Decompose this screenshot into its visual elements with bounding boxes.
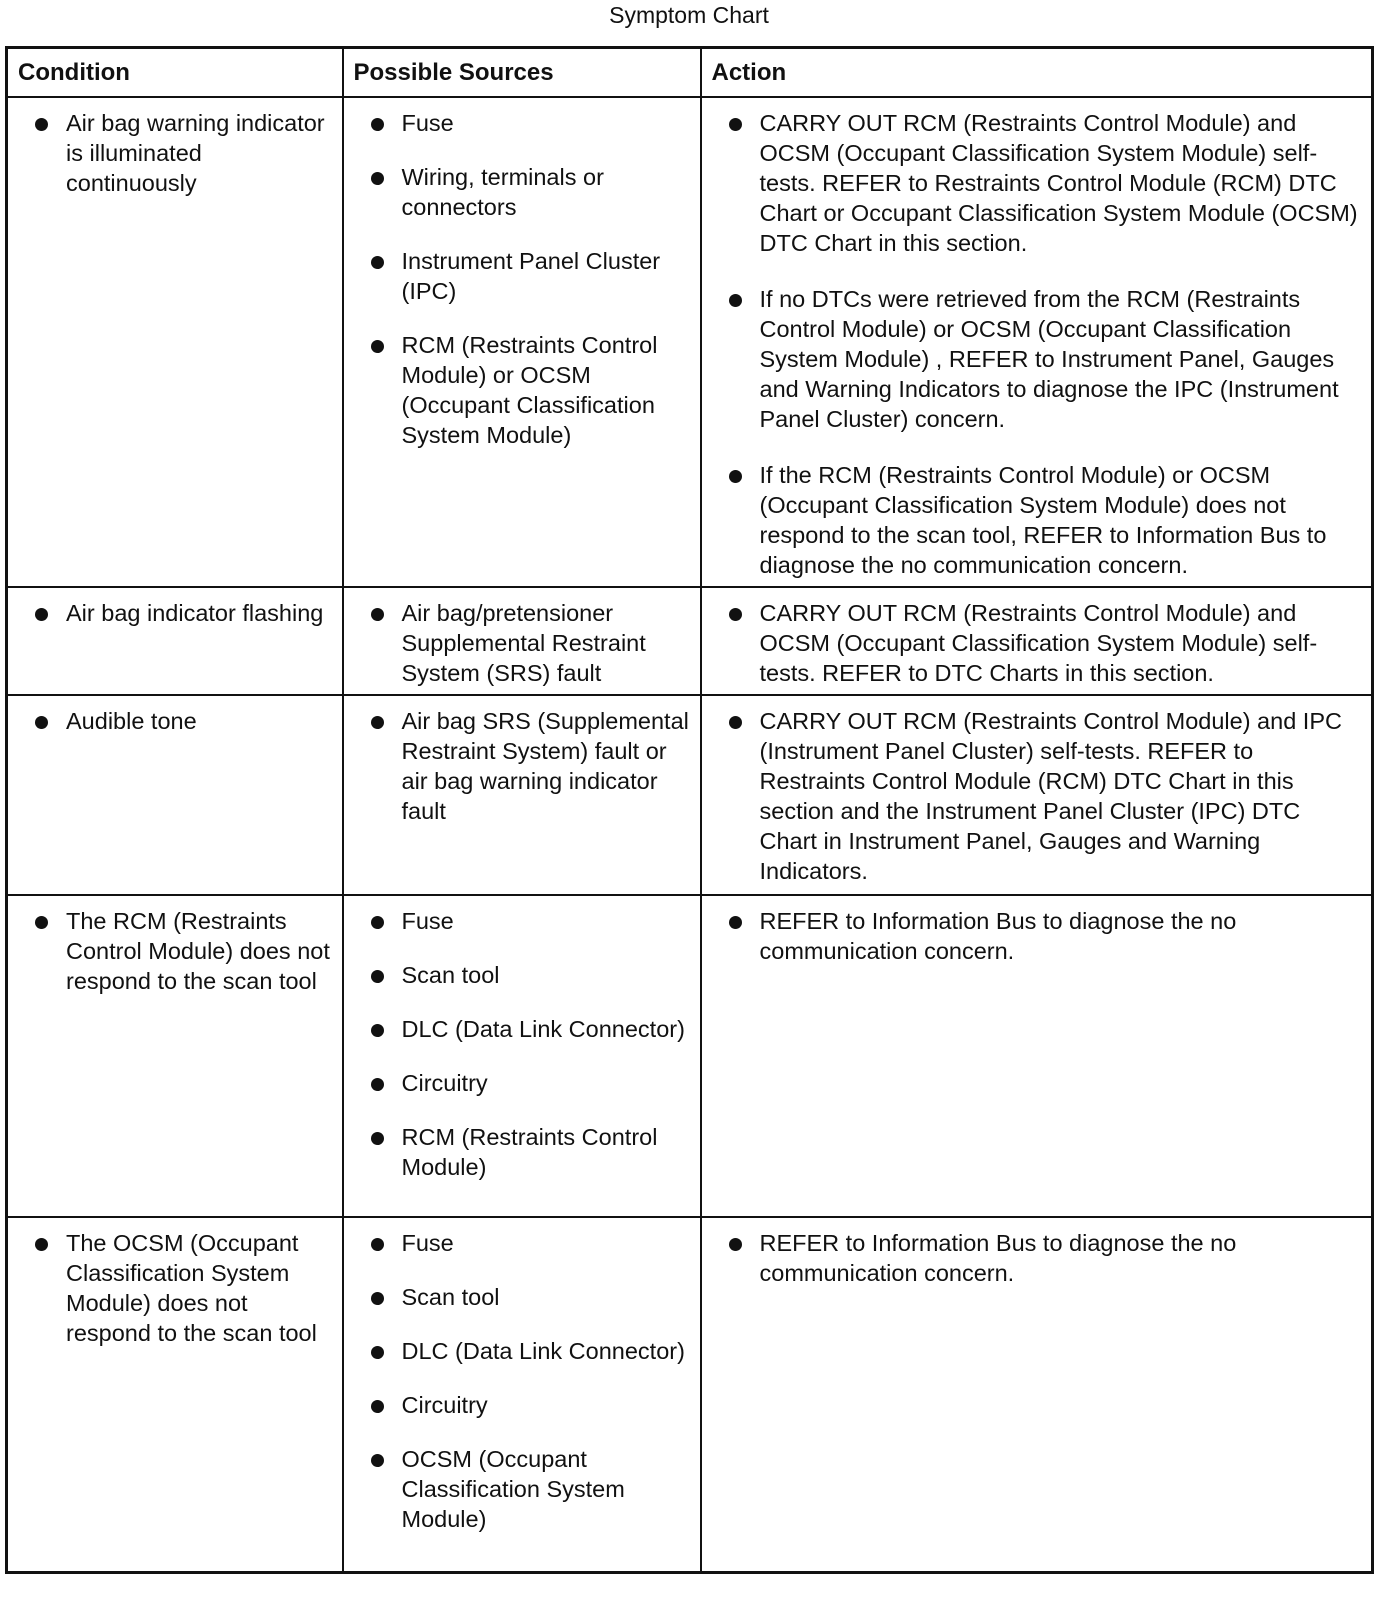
source-item: Circuitry <box>344 1068 692 1098</box>
condition-item: Air bag warning indicator is illuminated continuously <box>8 108 334 198</box>
source-item: Fuse <box>344 906 692 936</box>
actions-cell <box>701 97 1373 587</box>
condition-item: Audible tone <box>8 706 334 736</box>
sources-list <box>344 98 700 456</box>
sources-list <box>344 696 700 832</box>
page-title: Symptom Chart <box>609 2 769 28</box>
source-item: Scan tool <box>344 1282 692 1312</box>
condition-list <box>8 98 342 204</box>
sources-list <box>344 896 700 1188</box>
condition-cell <box>7 695 343 895</box>
sources-cell <box>343 895 701 1217</box>
header-possible-sources: Possible Sources <box>343 48 701 98</box>
source-item: Circuitry <box>344 1390 692 1420</box>
table-header-row <box>7 48 1373 98</box>
sources-list <box>344 588 700 694</box>
actions-list <box>702 896 1372 972</box>
condition-cell <box>7 587 343 695</box>
actions-list <box>702 588 1372 694</box>
source-item: RCM (Restraints Control Module) <box>344 1122 692 1182</box>
condition-cell <box>7 1217 343 1572</box>
table-row <box>7 695 1373 895</box>
sources-cell <box>343 1217 701 1572</box>
actions-cell <box>701 587 1373 695</box>
actions-cell <box>701 895 1373 1217</box>
source-item: OCSM (Occupant Classification System Module) <box>344 1444 692 1534</box>
table-row <box>7 587 1373 695</box>
sources-cell <box>343 587 701 695</box>
sources-cell <box>343 97 701 587</box>
source-item: DLC (Data Link Connector) <box>344 1014 692 1044</box>
table-row <box>7 97 1373 587</box>
source-item: Fuse <box>344 1228 692 1258</box>
action-item: If the RCM (Restraints Control Module) or OCSM (Occupant Classification System Module) does not respond to the scan tool, REFER to Information Bus to diagnose the no communication concern. <box>702 460 1364 580</box>
condition-list <box>8 696 342 742</box>
source-item: Scan tool <box>344 960 692 990</box>
source-item: Air bag SRS (Supplemental Restraint System) fault or air bag warning indicator fault <box>344 706 692 826</box>
condition-item: The OCSM (Occupant Classification System Module) does not respond to the scan tool <box>8 1228 334 1348</box>
condition-item: The RCM (Restraints Control Module) does not respond to the scan tool <box>8 906 334 996</box>
condition-cell <box>7 97 343 587</box>
actions-list <box>702 98 1372 586</box>
source-item: RCM (Restraints Control Module) or OCSM (Occupant Classification System Module) <box>344 330 692 450</box>
sources-list <box>344 1218 700 1540</box>
actions-list <box>702 1218 1372 1294</box>
actions-cell <box>701 695 1373 895</box>
source-item: Wiring, terminals or connectors <box>344 162 692 222</box>
source-item: Instrument Panel Cluster (IPC) <box>344 246 692 306</box>
table-row <box>7 1217 1373 1572</box>
action-item: CARRY OUT RCM (Restraints Control Module) and OCSM (Occupant Classification System Module) self-tests. REFER to Restraints Control Module (RCM) DTC Chart or Occupant Classification System Module (OCSM) DTC Chart in this section. <box>702 108 1364 258</box>
condition-list <box>8 896 342 1002</box>
action-item: REFER to Information Bus to diagnose the no communication concern. <box>702 906 1364 966</box>
table-row <box>7 895 1373 1217</box>
action-item: REFER to Information Bus to diagnose the no communication concern. <box>702 1228 1364 1288</box>
source-item: DLC (Data Link Connector) <box>344 1336 692 1366</box>
source-item: Fuse <box>344 108 692 138</box>
condition-cell <box>7 895 343 1217</box>
source-item: Air bag/pretensioner Supplemental Restraint System (SRS) fault <box>344 598 692 688</box>
action-item: CARRY OUT RCM (Restraints Control Module) and IPC (Instrument Panel Cluster) self-tests. REFER to Restraints Control Module (RCM) DTC Chart in this section and the Instrument Panel Cluster (IPC) DTC Chart in Instrument Panel, Gauges and Warning Indicators. <box>702 706 1364 886</box>
header-condition: Condition <box>7 48 343 98</box>
symptom-table <box>5 46 1374 1574</box>
header-action: Action <box>701 48 1373 98</box>
sources-cell <box>343 695 701 895</box>
actions-cell <box>701 1217 1373 1572</box>
condition-list <box>8 1218 342 1354</box>
actions-list <box>702 696 1372 892</box>
condition-item: Air bag indicator flashing <box>8 598 334 628</box>
condition-list <box>8 588 342 634</box>
action-item: If no DTCs were retrieved from the RCM (Restraints Control Module) or OCSM (Occupant Classification System Module) , REFER to Instrument Panel, Gauges and Warning Indicators to diagnose the IPC (Instrument Panel Cluster) concern. <box>702 284 1364 434</box>
action-item: CARRY OUT RCM (Restraints Control Module) and OCSM (Occupant Classification System Module) self-tests. REFER to DTC Charts in this section. <box>702 598 1364 688</box>
